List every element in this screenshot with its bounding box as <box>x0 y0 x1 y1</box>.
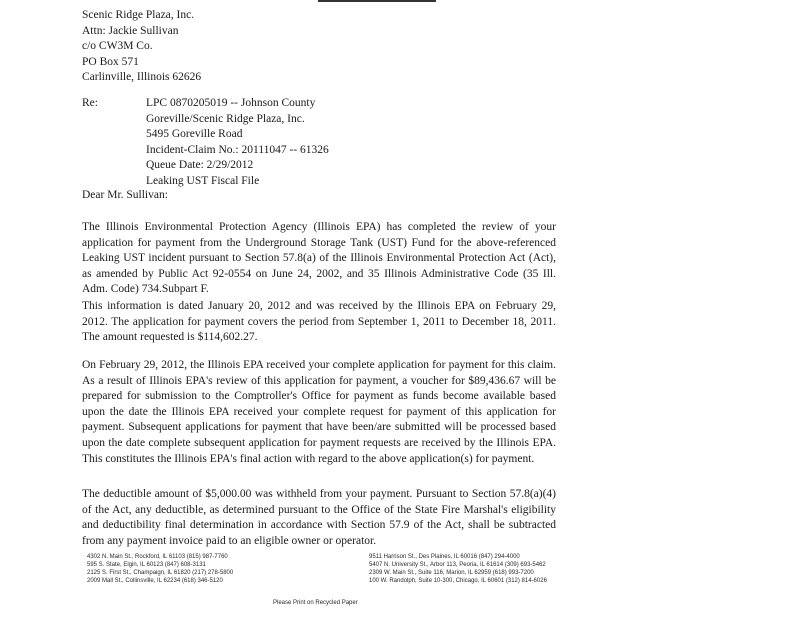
re-block <box>146 96 329 189</box>
body-paragraph: The deductible amount of $5,000.00 was withheld from your payment. Pursuant to Section 57.8(a)(4) of the Act, any deductible, as determined pursuant to the Office of the State Fire Marshal's eligibility and deductibility final determination in accordance with Section 57.9 of the Act, shall be subtracted from any payment invoice paid to an eligible owner or operator. <box>82 488 556 547</box>
office-address: 2309 W. Main St., Suite 116, Marion, IL 62959 (618) 993-7200 <box>369 570 534 576</box>
footer-offices-right <box>369 553 547 585</box>
re-line: Incident-Claim No.: 20111047 -- 61326 <box>146 143 329 156</box>
re-line: Leaking UST Fiscal File <box>146 174 260 187</box>
salutation: Dear Mr. Sullivan: <box>82 189 168 201</box>
office-address: 100 W. Randolph, Suite 10-300, Chicago, IL 60601 (312) 814-6026 <box>369 578 547 584</box>
recipient-po-box: PO Box 571 <box>82 55 139 68</box>
office-address: 9511 Harrison St., Des Plaines, IL 60016 (847) 294-4000 <box>369 554 520 560</box>
office-address: 595 S. State, Elgin, IL 60123 (847) 608-3131 <box>87 562 206 568</box>
letterhead-rule <box>318 0 436 2</box>
footer-offices-left <box>87 553 233 585</box>
recipient-name: Scenic Ridge Plaza, Inc. <box>82 9 195 21</box>
re-label: Re: <box>82 97 98 109</box>
office-address: 2009 Mall St., Collinsville, IL 62234 (618) 346-5120 <box>87 578 223 584</box>
re-line: Goreville/Scenic Ridge Plaza, Inc. <box>146 112 305 125</box>
body-paragraph: The Illinois Environmental Protection Agency (Illinois EPA) has completed the review of your application for payment from the Underground Storage Tank (UST) Fund for the above-referenced Leaking UST incident pursuant to Section 57.8(a) of the Illinois Environmental Protection Act (Act), as amended by Public Act 92-0554 on June 24, 2002, and 35 Illinois Administrative Code (35 Ill. Adm. Code) 734.Subpart F. <box>82 221 556 296</box>
recipient-address <box>82 8 201 86</box>
office-address: 2125 S. First St., Champaign, IL 61820 (217) 278-5800 <box>87 570 234 576</box>
body-paragraph: On February 29, 2012, the Illinois EPA received your complete application for payment for this claim. As a result of Illinois EPA's review of this application for payment, a voucher for $89,436.67 will be prepared for submission to the Comptroller's Office for payment as funds become available based upon the date the Illinois EPA received your complete request for payment of this application for payment. Subsequent applications for payment that have been/are submitted will be processed based upon the date complete subsequent application for payment requests are received by the Illinois EPA. This constitutes the Illinois EPA's final action with regard to the above application(s) for payment. <box>82 359 556 465</box>
body-paragraph: This information is dated January 20, 2012 and was received by the Illinois EPA on February 29, 2012. The application for payment covers the period from September 1, 2011 to December 18, 2011. The amount requested is $114,602.27. <box>82 300 556 344</box>
re-line: 5495 Goreville Road <box>146 128 243 140</box>
recipient-care-of: c/o CW3M Co. <box>82 40 153 52</box>
office-address: 4302 N. Main St., Rockford, IL 61103 (815) 987-7760 <box>87 554 228 560</box>
re-line: Queue Date: 2/29/2012 <box>146 159 254 171</box>
re-line: LPC 0870205019 -- Johnson County <box>146 97 316 109</box>
recycled-paper-note: Please Print on Recycled Paper <box>273 600 358 606</box>
office-address: 5407 N. University St., Arbor 113, Peoria, IL 61614 (309) 693-5462 <box>369 562 546 568</box>
recipient-attn: Attn: Jackie Sullivan <box>82 24 179 37</box>
recipient-city: Carlinville, Illinois 62626 <box>82 71 202 83</box>
